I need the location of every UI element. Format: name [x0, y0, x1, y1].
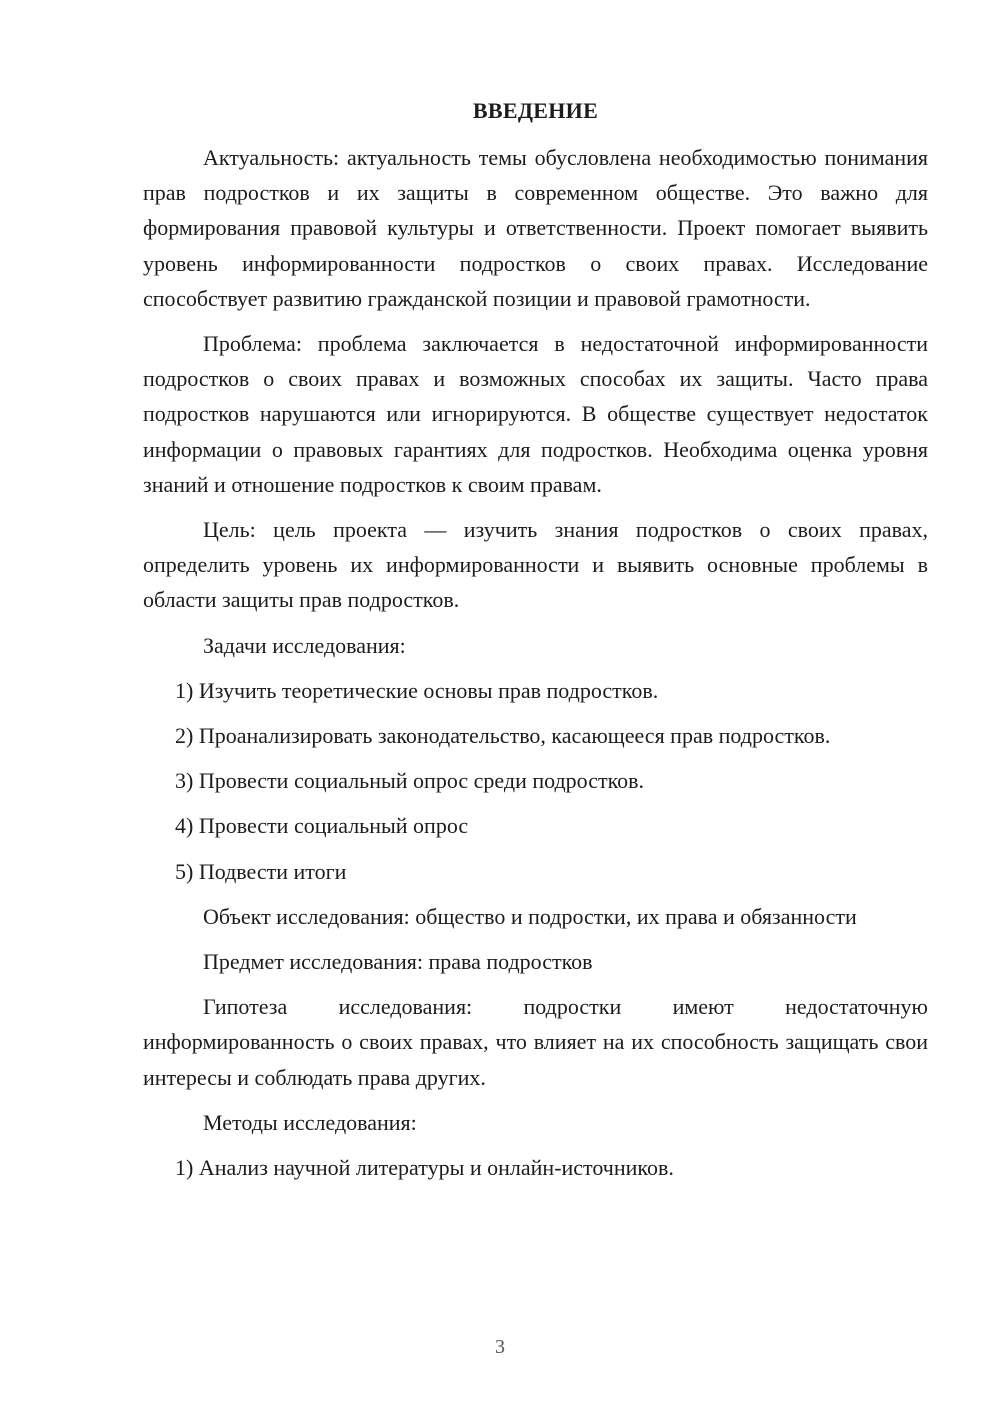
task-item-4: 4) Провести социальный опрос — [175, 813, 469, 839]
hypothesis-paragraph: Гипотеза исследования: подростки имеют недостаточную информированность о своих правах, что влияет на их способность защищать свои интересы и соблюдать права других. — [143, 994, 928, 1090]
task-item-2: 2) Проанализировать законодательство, касающееся прав подростков. — [175, 723, 831, 749]
document-page — [143, 96, 928, 1195]
relevance-paragraph: Актуальность: актуальность темы обусловлена необходимостью понимания прав подростков и их защиты в современном обществе. Это важно для формирования правовой культуры и ответственности. Проект помогает выявить уровень информированности подростков о своих правах. Исследование способствует развитию гражданской позиции и правовой грамотности. — [143, 145, 928, 311]
problem-paragraph: Проблема: проблема заключается в недостаточной информированности подростков о своих правах и возможных способах их защиты. Часто права подростков нарушаются или игнорируются. В обществе существует недостаток информации о правовых гарантиях для подростков. Необходима оценка уровня знаний и отношение подростков к своим правам. — [143, 331, 928, 497]
method-item-1: 1) Анализ научной литературы и онлайн-источников. — [175, 1155, 674, 1181]
page-number: 3 — [495, 1336, 505, 1358]
tasks-heading: Задачи исследования: — [203, 632, 406, 658]
task-item-3: 3) Провести социальный опрос среди подростков. — [175, 768, 645, 794]
subject-paragraph: Предмет исследования: права подростков — [203, 949, 593, 975]
goal-paragraph: Цель: цель проекта — изучить знания подростков о своих правах, определить уровень их информированности и выявить основные проблемы в области защиты прав подростков. — [143, 517, 928, 613]
task-item-5: 5) Подвести итоги — [175, 858, 347, 884]
methods-heading: Методы исследования: — [203, 1109, 417, 1135]
task-item-1: 1) Изучить теоретические основы прав подростков. — [175, 677, 659, 703]
section-title: ВВЕДЕНИЕ — [472, 98, 599, 123]
object-paragraph: Объект исследования: общество и подростки, их права и обязанности — [203, 903, 857, 929]
